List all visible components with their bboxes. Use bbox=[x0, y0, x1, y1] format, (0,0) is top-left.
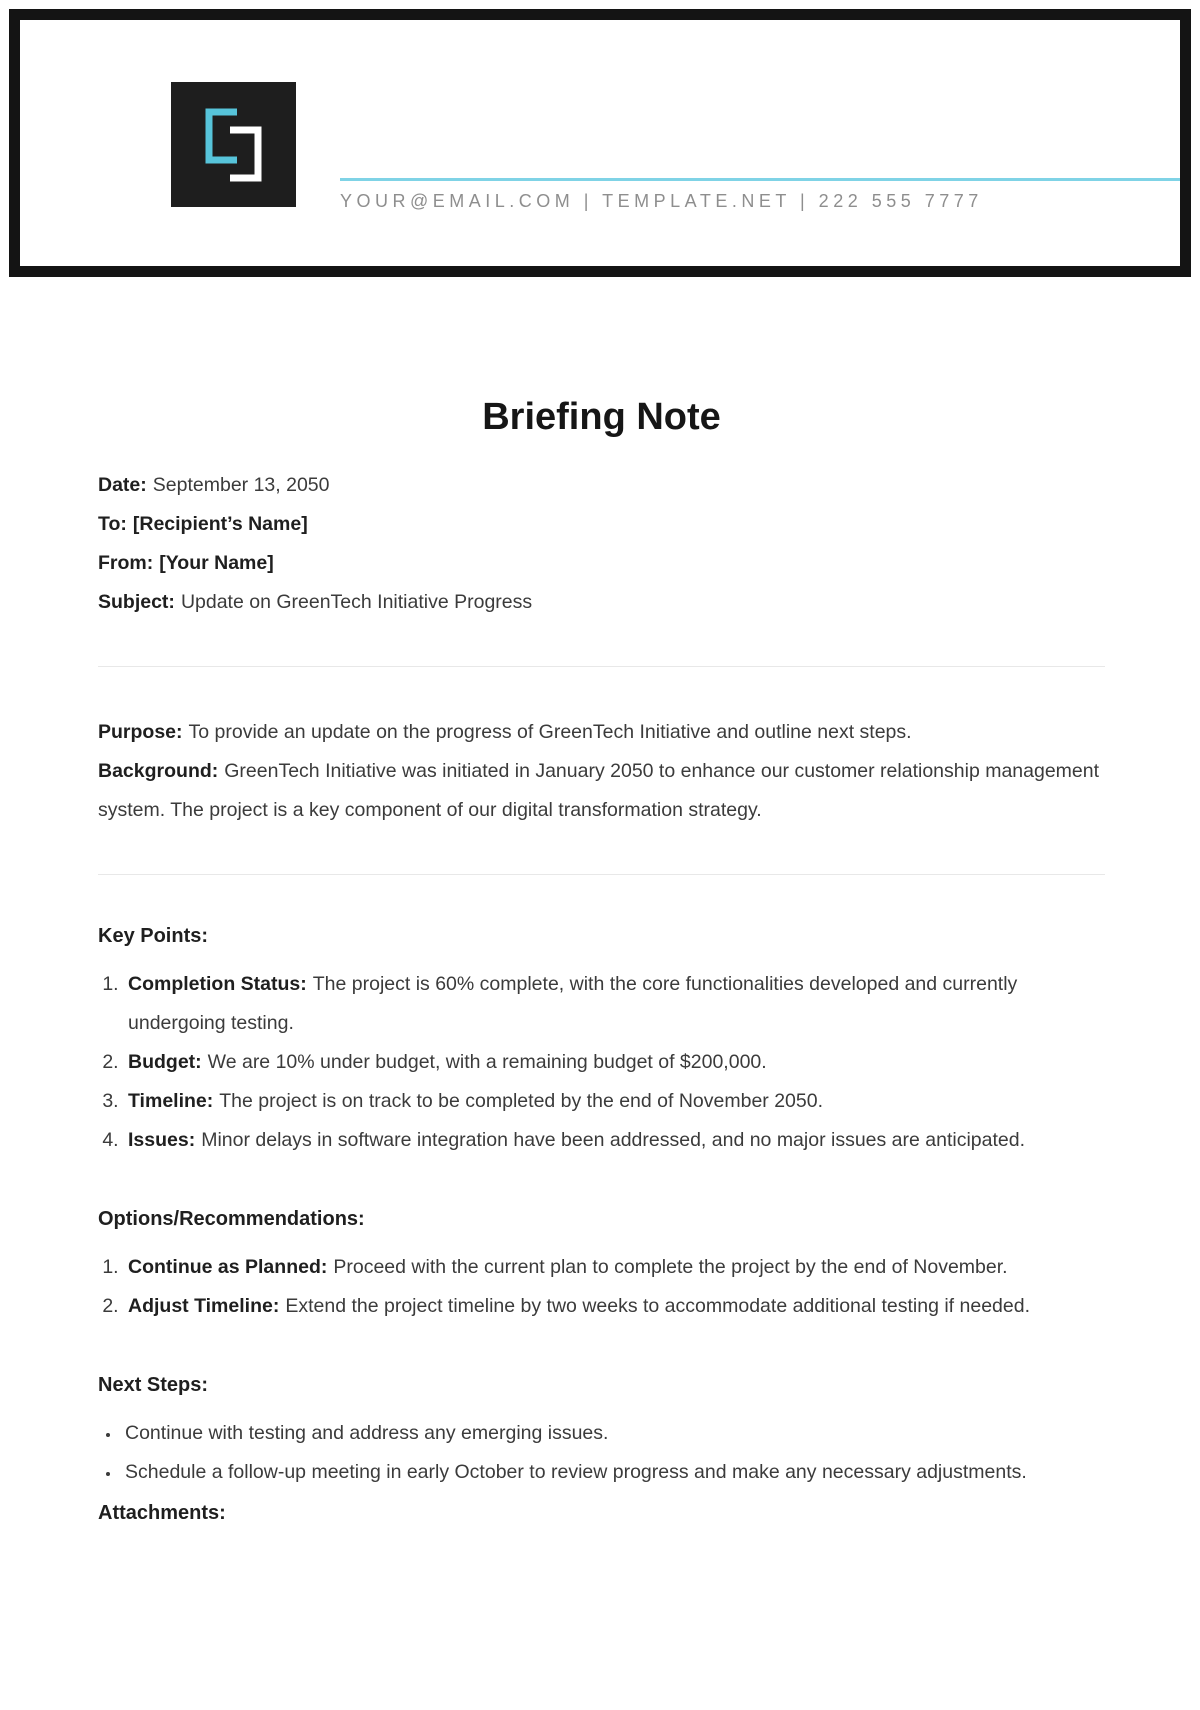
item-label: Completion Status: bbox=[128, 973, 307, 995]
list-item: • Continue with testing and address any emerging issues. bbox=[121, 1414, 1105, 1453]
list-item bbox=[124, 1248, 1105, 1287]
list-item bbox=[124, 1043, 1105, 1082]
item-text: The project is on track to be completed by the end of November 2050. bbox=[219, 1090, 824, 1112]
meta-date-label: Date: bbox=[98, 474, 147, 496]
options-list bbox=[98, 1248, 1105, 1326]
meta-subject-value: Update on GreenTech Initiative Progress bbox=[180, 591, 533, 613]
options-heading: Options/Recommendations: bbox=[98, 1208, 365, 1230]
purpose-paragraph bbox=[98, 713, 1105, 752]
item-text: We are 10% under budget, with a remaining budget of $200,000. bbox=[207, 1051, 767, 1073]
item-text: Proceed with the current plan to complete the project by the end of November. bbox=[333, 1256, 1008, 1278]
next-steps-list bbox=[98, 1414, 1105, 1492]
meta-to-label: To: bbox=[98, 513, 127, 535]
purpose-text: To provide an update on the progress of GreenTech Initiative and outline next steps. bbox=[188, 721, 912, 743]
item-label: Continue as Planned: bbox=[128, 1256, 328, 1278]
meta-to bbox=[98, 505, 1105, 544]
item-text: Extend the project timeline by two weeks to accommodate additional testing if needed. bbox=[285, 1295, 1031, 1317]
background-text: GreenTech Initiative was initiated in January 2050 to enhance our customer relationship management system. The project is a key component of our digital transformation strategy. bbox=[98, 760, 1100, 821]
attachments-heading: Attachments: bbox=[98, 1502, 226, 1524]
next-steps-heading: Next Steps: bbox=[98, 1374, 209, 1396]
accent-divider bbox=[340, 178, 1180, 181]
intro-block bbox=[98, 713, 1105, 830]
item-label: Issues: bbox=[128, 1129, 196, 1151]
overlapping-brackets-icon bbox=[171, 82, 296, 207]
logo bbox=[171, 82, 296, 207]
background-paragraph bbox=[98, 752, 1105, 830]
meta-to-value: [Recipient’s Name] bbox=[132, 513, 308, 535]
meta-subject-label: Subject: bbox=[98, 591, 175, 613]
list-item bbox=[124, 1082, 1105, 1121]
contact-info: YOUR@EMAIL.COM | TEMPLATE.NET | 222 555 7777 bbox=[340, 191, 983, 211]
background-label: Background: bbox=[98, 760, 219, 782]
item-label: Timeline: bbox=[128, 1090, 214, 1112]
meta-date-value: September 13, 2050 bbox=[152, 474, 330, 496]
list-item bbox=[124, 1287, 1105, 1326]
item-text: The project is 60% complete, with the core functionalities developed and currently undergoing testing. bbox=[128, 973, 1018, 1034]
purpose-label: Purpose: bbox=[98, 721, 183, 743]
list-item: • Schedule a follow-up meeting in early October to review progress and make any necessary adjustments. bbox=[121, 1453, 1105, 1492]
document-body bbox=[0, 395, 1200, 1528]
meta-from bbox=[98, 544, 1105, 583]
meta-from-label: From: bbox=[98, 552, 154, 574]
item-label: Adjust Timeline: bbox=[128, 1295, 280, 1317]
list-item bbox=[124, 1121, 1105, 1160]
item-label: Budget: bbox=[128, 1051, 202, 1073]
item-text: Minor delays in software integration have been addressed, and no major issues are anticipated. bbox=[201, 1129, 1026, 1151]
document-title: Briefing Note bbox=[482, 396, 721, 438]
section-divider bbox=[98, 874, 1105, 875]
section-divider bbox=[98, 666, 1105, 667]
key-points-heading: Key Points: bbox=[98, 925, 209, 947]
key-points-list bbox=[98, 965, 1105, 1160]
letterhead bbox=[9, 9, 1191, 277]
meta-date bbox=[98, 466, 1105, 505]
list-item bbox=[124, 965, 1105, 1043]
contact-block bbox=[340, 178, 1180, 212]
meta-from-value: [Your Name] bbox=[159, 552, 274, 574]
meta-subject bbox=[98, 583, 1105, 622]
meta-block bbox=[98, 466, 1105, 622]
